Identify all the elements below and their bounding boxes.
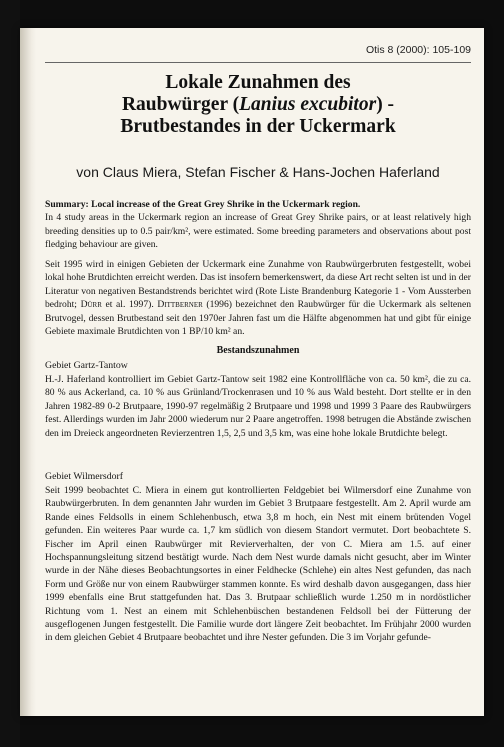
title-line-2-post: ) - [376, 94, 395, 115]
intro-paragraph [45, 258, 471, 338]
section-heading: Bestandszunahmen [216, 345, 300, 356]
journal-reference: Otis 8 (2000): 105-109 [365, 44, 471, 56]
intro-text-3: (1996) bezeichnet den Raubwürger für die Uckermark als seltenen Brutvogel, dessen Brutbestand seit den 1970er Jahren fast um die Hälfte abgenommen hat und gibt für einige Gebiete maximale Brutdichten von 1 BP/10 km² an. [45, 299, 472, 338]
title-line-2 [45, 94, 471, 116]
citation-dittberner: Dittberner [157, 299, 203, 311]
title-line-2-pre: Raubwürger ( [121, 94, 240, 115]
citation-duerr: Dürr [80, 299, 102, 311]
authors: von Claus Miera, Stefan Fischer & Hans-Jochen Haferland [76, 164, 440, 180]
book-spine [0, 0, 20, 747]
intro-text-2: et al. 1997). [101, 299, 158, 311]
page-gutter [20, 28, 36, 716]
paragraph-gartz-tantow: H.-J. Haferland kontrolliert im Gebiet Gartz-Tantow seit 1982 eine Kontrollfläche von ca. 50 km², die zu ca. 80 % aus Ackerland, ca. 10 % aus Grünland/Trockenrasen und 10 % aus Wald besteht. Dort stellte er in den Jahren 1982-89 0-2 Brutpaare, 1990-97 regelmäßig 2 Brutpaare und 1998 und 1999 3 Paare des Raubwürgers fest. Allerdings wurden im Jahr 2000 wiederum nur 2 Paare angetroffen. 1998 betrugen die Abstände zwischen den im Dreieck angeordneten Revierzentren 1,5, 2,5 und 3,5 km, was eine hohe lokale Brutdichte belegt. [45, 374, 471, 439]
subheading-gartz-tantow: Gebiet Gartz-Tantow [45, 360, 128, 371]
header-rule [45, 62, 471, 63]
article-title [45, 72, 471, 138]
intro-text-1: Seit 1995 wird in einigen Gebieten der Uckermark eine Zunahme von Raubwürgerbruten festgestellt, wobei lokal hohe Brutdichten erreicht werden. Das ist insofern bemerkenswert, da diese Art recht selten ist und in der Literatur von negativen Bestandstrends berichtet wird (Rote Liste Brandenburg Kategorie 1 - Vom Aussterben bedroht; [45, 259, 471, 311]
summary-text: In 4 study areas in the Uckermark region an increase of Great Grey Shrike pairs, or at least relatively high breeding densities up to 0.5 pair/km², were estimated. Some breeding parameters and observations about post fledging behaviour are given. [45, 212, 471, 251]
summary [45, 198, 471, 252]
subheading-wilmersdorf: Gebiet Wilmersdorf [45, 471, 124, 482]
paragraph-wilmersdorf: Seit 1999 beobachtet C. Miera in einem gut kontrollierten Feldgebiet bei Wilmersdorf eine Zunahme von Raubwürgerbruten. In dem genannten Jahr wurden im Gebiet 3 Brutpaare festgestellt. Am 2. April wurde am Rande eines Feldsolls in einem Schlehenbusch, etwa 3,8 m hoch, ein Nest mit einem brütenden Vogel gefunden. Ein weiteres Paar wurde ca. 1,7 km südlich von diesem Standort vermutet. Dort beobachtete S. Fischer im April einen Raubwürger mit Revierverhalten, der von C. Miera am 1.5. auf einer Hochspannungsleitung sitzend bestätigt wurde. Nach dem Nest wurde damals nicht gesucht, aber im Winter wurde in der Nähe dieses Beobachtungsortes in einer Feldhecke (Schlehe) ein altes Nest gefunden, das nach Form und Größe nur von einem Raubwürger stammen konnte. Es wird deshalb davon ausgegangen, dass hier 1999 ebenfalls eine Brut stattgefunden hat. Das 3. Brutpaar schließlich wurde 1.250 m in nordöstlicher Richtung vom 1. Nest an einem mit Schlehenbüschen bestandenen Feldsoll bei der Fütterung der ausgeflogenen Jungen festgestellt. Die Familie wurde dort längere Zeit beobachtet. Im Frühjahr 2000 wurden in dem gleichen Gebiet 4 Brutpaare beobachtet und ihre Nester gefunden. Die 3 im Vorjahr gefunde- [45, 485, 471, 644]
title-line-1: Lokale Zunahmen des [165, 72, 351, 93]
title-line-3: Brutbestandes in der Uckermark [120, 116, 396, 137]
title-species-italic: Lanius excubitor [239, 94, 377, 115]
summary-label: Summary: Local increase of the Great Grey Shrike in the Uckermark region. [45, 199, 361, 210]
